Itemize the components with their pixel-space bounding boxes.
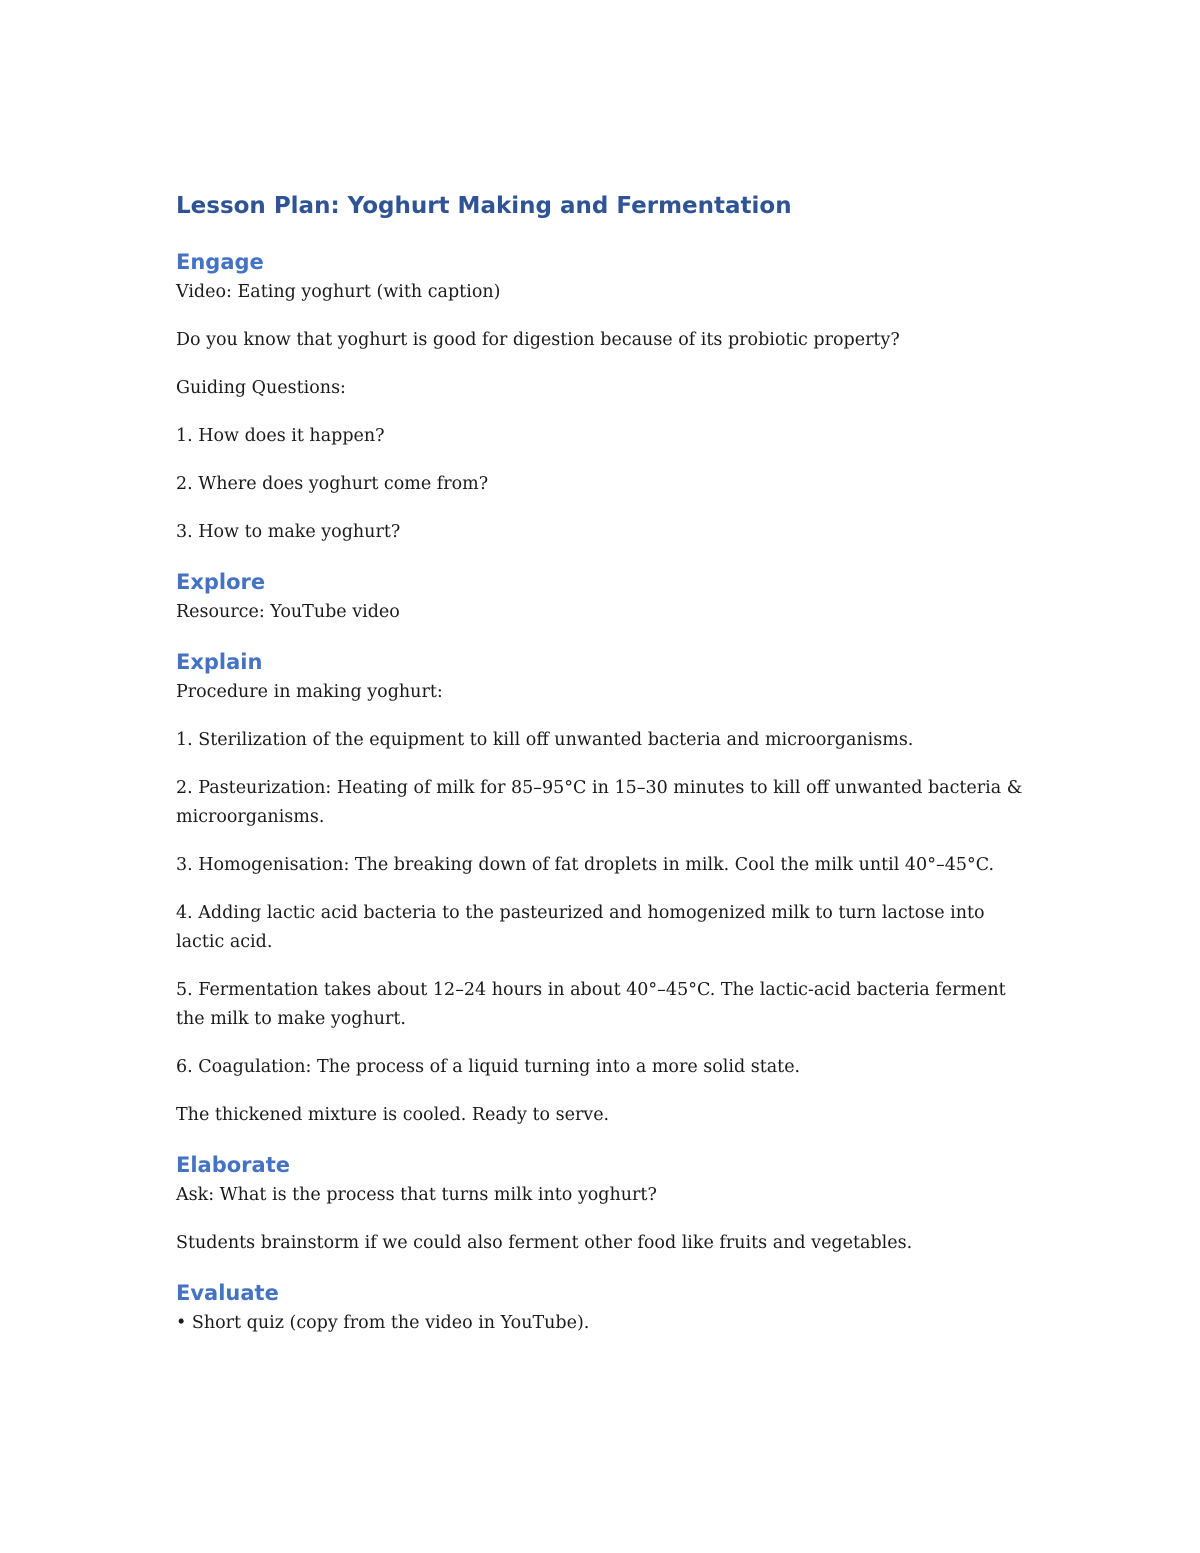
procedure-step-2: 2. Pasteurization: Heating of milk for 85–95°C in 15–30 minutes to kill off unwanted bacteria & microorganisms. <box>176 778 1023 827</box>
section-elaborate <box>176 1149 1036 1258</box>
procedure-step-6: 6. Coagulation: The process of a liquid turning into a more solid state. <box>176 1057 801 1077</box>
procedure-closing: The thickened mixture is cooled. Ready to serve. <box>176 1105 610 1125</box>
section-heading-engage: Engage <box>176 250 264 274</box>
procedure-step-4: 4. Adding lactic acid bacteria to the pasteurized and homogenized milk to turn lactose into lactic acid. <box>176 903 985 952</box>
section-explore <box>176 566 1036 627</box>
section-heading-explain: Explain <box>176 650 263 674</box>
guiding-question-2: 2. Where does yoghurt come from? <box>176 474 489 494</box>
procedure-step-3: 3. Homogenisation: The breaking down of fat droplets in milk. Cool the milk until 40°–45°C. <box>176 855 995 875</box>
guiding-question-1: 1. How does it happen? <box>176 426 385 446</box>
section-explain <box>176 646 1036 1130</box>
elaborate-brainstorm-line: Students brainstorm if we could also ferment other food like fruits and vegetables. <box>176 1233 913 1253</box>
section-heading-explore: Explore <box>176 570 266 594</box>
procedure-label: Procedure in making yoghurt: <box>176 682 443 702</box>
explore-resource-line: Resource: YouTube video <box>176 602 400 622</box>
elaborate-ask-line: Ask: What is the process that turns milk into yoghurt? <box>176 1185 657 1205</box>
section-evaluate <box>176 1277 1036 1338</box>
guiding-question-3: 3. How to make yoghurt? <box>176 522 401 542</box>
guiding-questions-label: Guiding Questions: <box>176 378 346 398</box>
section-engage <box>176 246 1036 547</box>
procedure-step-5: 5. Fermentation takes about 12–24 hours in about 40°–45°C. The lactic-acid bacteria ferment the milk to make yoghurt. <box>176 980 1006 1029</box>
section-heading-elaborate: Elaborate <box>176 1153 290 1177</box>
procedure-step-1: 1. Sterilization of the equipment to kill off unwanted bacteria and microorganisms. <box>176 730 914 750</box>
document-content <box>176 188 1036 1357</box>
engage-video-line: Video: Eating yoghurt (with caption) <box>176 282 501 302</box>
document-title: Lesson Plan: Yoghurt Making and Fermentation <box>176 193 792 219</box>
evaluate-quiz-bullet: • Short quiz (copy from the video in YouTube). <box>176 1313 590 1333</box>
engage-question-line: Do you know that yoghurt is good for digestion because of its probiotic property? <box>176 330 900 350</box>
section-heading-evaluate: Evaluate <box>176 1281 279 1305</box>
